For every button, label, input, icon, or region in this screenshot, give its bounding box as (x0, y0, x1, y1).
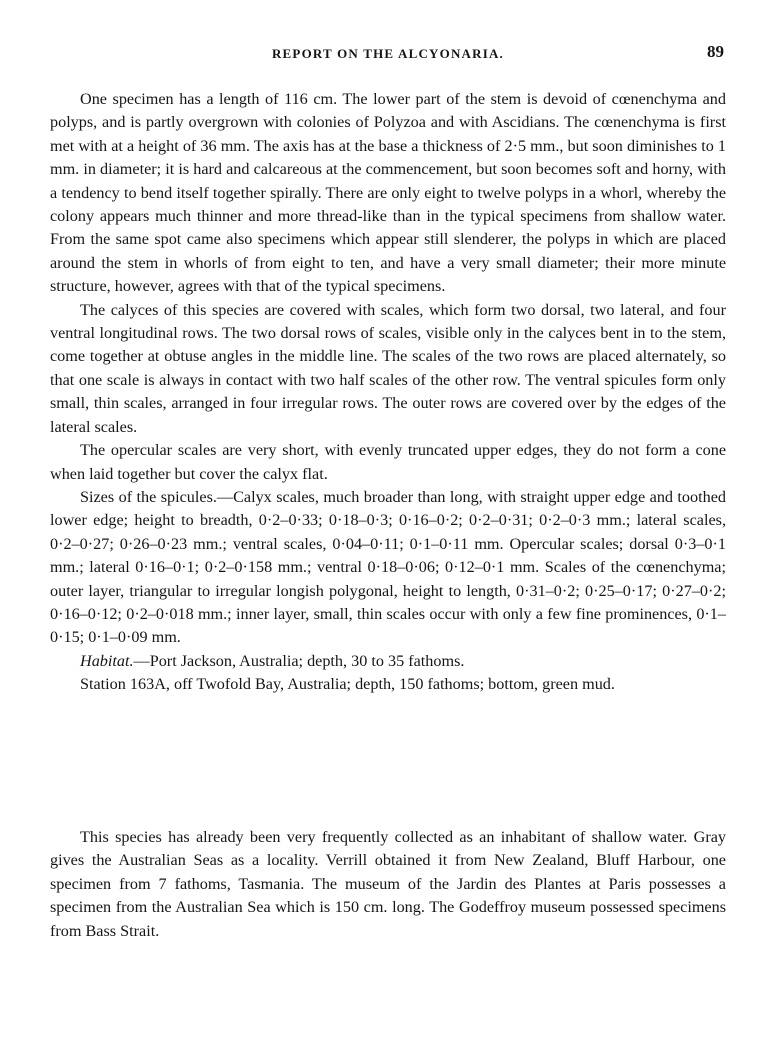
running-title: REPORT ON THE ALCYONARIA. (271, 46, 505, 61)
paragraph-opercular-scales: The opercular scales are very short, with evenly truncated upper edges, they do not form a cone when laid together but cover the calyx flat. (50, 441, 726, 483)
document-page (50, 38, 726, 940)
page-header (50, 38, 726, 68)
paragraph-spicule-sizes: Sizes of the spicules.—Calyx scales, much broader than long, with straight upper edge and toothed lower edge; height to breadth, 0·2–0·33; 0·18–0·3; 0·16–0·2; 0·2–0·31; 0·2–0·3 mm.; lateral scales, 0·2–0·27; 0·26–0·23 mm.; ventral scales, 0·04–0·11; 0·1–0·11 mm. Opercular scales; dorsal 0·3–0·1 mm.; lateral 0·16–0·1; 0·2–0·158 mm.; ventral 0·18–0·06; 0·12–0·1 mm. Scales of the cœnenchyma; outer layer, triangular to irregular longish polygonal, height to length, 0·31–0·2; 0·25–0·17; 0·27–0·2; 0·16–0·12; 0·2–0·018 mm.; inner layer, small, thin scales occur with only a few fine prominences, 0·1–0·15; 0·1–0·09 mm. (50, 487, 726, 647)
paragraph-calyces: The calyces of this species are covered with scales, which form two dorsal, two lateral, and four ventral longitudinal rows. The two dorsal rows of scales, visible only in the calyces bent in to the stem, come together at obtuse angles in the middle line. The scales of the two rows are placed alternately, so that one scale is always in contact with two half scales of the other row. The ventral spicules form only small, thin scales, arranged in four irregular rows. The outer rows are covered over by the edges of the lateral scales. (50, 300, 726, 436)
paragraph-distribution: This species has already been very frequently collected as an inhabitant of shallow water. Gray gives the Australian Seas as a locality. Verrill obtained it from New Zealand, Bluff Harbour, one specimen from 7 fathoms, Tasmania. The museum of the Jardin des Plantes at Paris possesses a specimen from the Australian Sea which is 150 cm. long. The Godeffroy museum possessed specimens from Bass Strait. (50, 828, 726, 940)
paragraph-specimen: One specimen has a length of 116 cm. The lower part of the stem is devoid of cœnenchyma and polyps, and is partly overgrown with colonies of Polyzoa and with Ascidians. The cœnenchyma is first met with at a height of 36 mm. The axis has at the base a thickness of 2·5 mm., but soon diminishes to 1 mm. in diameter; it is hard and calcareous at the commencement, but soon becomes soft and horny, with a tendency to bend itself together spirally. There are only eight to twelve polyps in a whorl, whereby the colony appears much thinner and more thread-like than in the typical specimens from shallow water. From the same spot came also specimens which appear still slenderer, the polyps in which are placed around the stem in whorls of from eight to ten, and have a very small diameter; their more minute structure, however, agrees with that of the typical specimens. (50, 90, 726, 296)
distribution-section (50, 826, 726, 943)
page-number: 89 (707, 42, 724, 61)
habitat-label: Habitat. (80, 651, 134, 670)
paragraph-station: Station 163A, off Twofold Bay, Australia; depth, 150 fathoms; bottom, green mud. (80, 675, 615, 694)
paragraph-habitat (50, 650, 726, 673)
habitat-text: —Port Jackson, Australia; depth, 30 to 35 fathoms. (133, 651, 465, 670)
species-description (50, 88, 726, 697)
